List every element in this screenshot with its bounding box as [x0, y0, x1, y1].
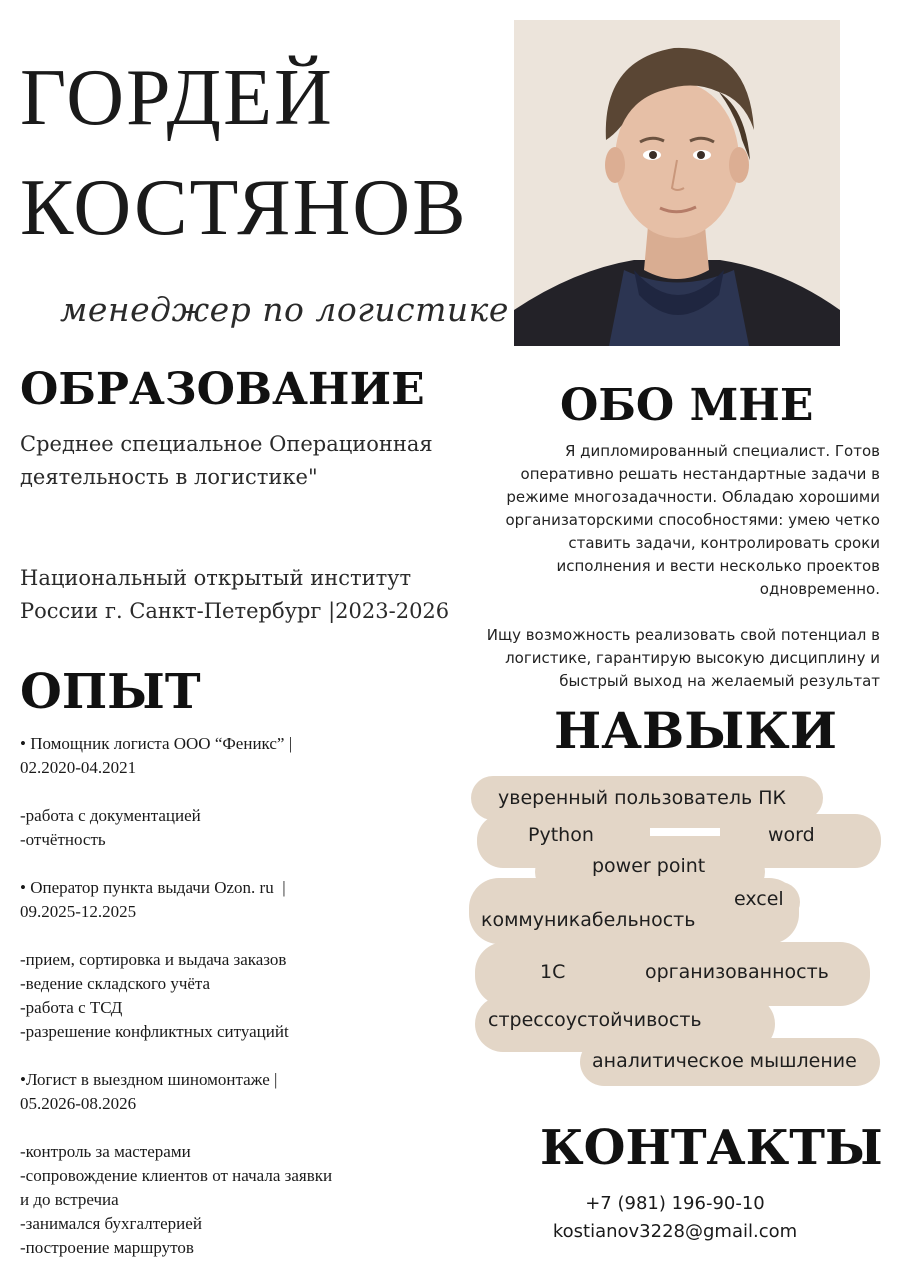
- experience-line: -контроль за мастерами: [20, 1142, 191, 1161]
- skill-item: power point: [592, 855, 706, 877]
- education-item-1: Среднее специальное Операционная деятельность в логистике": [20, 432, 433, 489]
- experience-line: [20, 852, 440, 876]
- skills-heading: НАВЫКИ: [554, 701, 838, 760]
- experience-line: -прием, сортировка и выдача заказов: [20, 950, 287, 969]
- experience-line: -работа с ТСД: [20, 998, 123, 1017]
- profile-photo: [514, 20, 840, 346]
- skill-item: коммуникабельность: [481, 909, 696, 931]
- skill-item: организованность: [645, 961, 829, 983]
- about-text: [470, 440, 880, 716]
- education-heading: ОБРАЗОВАНИЕ: [20, 364, 425, 415]
- experience-line: • Помощник логиста ООО “Феникс” |: [20, 734, 293, 753]
- experience-line: -сопровождение клиентов от начала заявки: [20, 1166, 333, 1185]
- skill-item: уверенный пользователь ПК: [498, 787, 786, 809]
- experience-line: 05.2026-08.2026: [20, 1094, 137, 1113]
- skill-item: 1С: [540, 961, 566, 983]
- phone-number[interactable]: +7 (981) 196-90-10: [585, 1193, 765, 1214]
- about-heading: ОБО МНЕ: [560, 380, 814, 431]
- experience-line: [20, 1044, 440, 1068]
- skill-item: Python: [528, 824, 594, 846]
- skill-item: excel: [734, 888, 784, 910]
- experience-line: [20, 780, 440, 804]
- experience-line: [20, 924, 440, 948]
- portrait-image: [514, 20, 840, 346]
- experience-line: 02.2020-04.2021: [20, 758, 137, 777]
- education-item-2: Национальный открытый институт России г. Санкт-Петербург |2023-2026: [20, 566, 450, 623]
- email-address[interactable]: kostianov3228@gmail.com: [552, 1221, 798, 1242]
- experience-line: -занимался бухгалтерией: [20, 1214, 202, 1233]
- experience-line: -разрешение конфликтных ситуацийt: [20, 1022, 289, 1041]
- skill-item: аналитическое мышление: [592, 1050, 857, 1072]
- contacts-heading: КОНТАКТЫ: [540, 1120, 883, 1176]
- experience-line: 09.2025-12.2025: [20, 902, 137, 921]
- experience-list: [20, 732, 440, 1260]
- experience-line: [20, 1116, 440, 1140]
- experience-line: -работа с документацией: [20, 806, 201, 825]
- contacts-block: [520, 1190, 830, 1246]
- experience-heading: ОПЫТ: [20, 664, 201, 720]
- first-name: ГОРДЕЙ: [20, 54, 334, 142]
- experience-line: • Оператор пункта выдачи Ozon. ru |: [20, 878, 286, 897]
- about-paragraph-2: Ищу возможность реализовать свой потенциал в логистике, гарантирую высокую дисциплину и быстрый выход на желаемый результат: [486, 626, 880, 690]
- last-name: КОСТЯНОВ: [20, 164, 468, 252]
- job-title: менеджер по логистике: [60, 290, 509, 329]
- skill-item: word: [768, 824, 815, 846]
- skill-item: стрессоустойчивость: [488, 1009, 702, 1031]
- about-paragraph-1: Я дипломированный специалист. Готов оперативно решать нестандартные задачи в режиме многозадачности. Обладаю хорошими организаторскими способностями: умею четко ставить задачи, контролировать сроки исполнения и вести несколько проектов одновременно.: [505, 442, 880, 598]
- experience-line: -ведение складского учёта: [20, 974, 211, 993]
- experience-line: и до встречиа: [20, 1190, 119, 1209]
- experience-line: -построение маршрутов: [20, 1238, 194, 1257]
- experience-line: •Логист в выездном шиномонтаже |: [20, 1070, 278, 1089]
- experience-line: -отчётность: [20, 830, 106, 849]
